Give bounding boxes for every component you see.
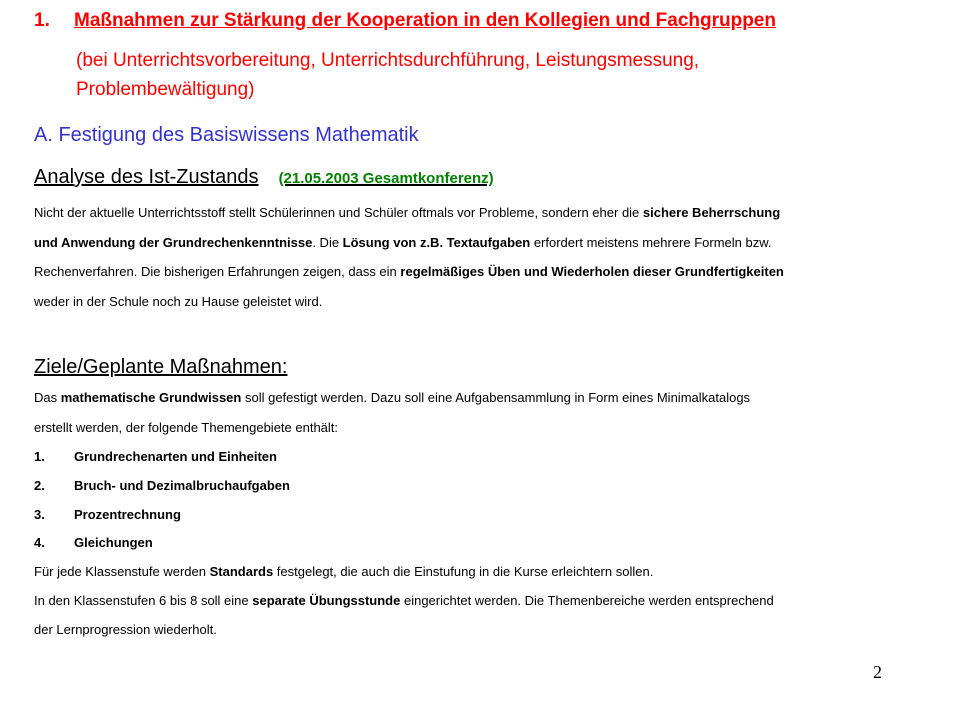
text-run: erfordert meistens mehrere Formeln bzw.	[530, 235, 772, 250]
text-run: soll gefestigt werden. Dazu soll eine Aufgabensammlung in Form eines Minimalkatalogs	[241, 390, 751, 405]
heading-title: Maßnahmen zur Stärkung der Kooperation in den Kollegien und Fachgruppen	[74, 10, 776, 31]
list-label: Bruch- und Dezimalbruchaufgaben	[74, 478, 290, 493]
text-run: Nicht der aktuelle Unterrichtsstoff stellt Schülerinnen und Schüler oftmals vor Probleme, sondern eher die	[34, 205, 643, 220]
bold-run: Lösung von z.B. Textaufgaben	[342, 235, 531, 250]
list-item	[34, 535, 153, 550]
bold-run: mathematische Grundwissen	[60, 390, 242, 405]
text-run: Für jede Klassenstufe werden	[34, 564, 210, 579]
bold-run: Standards	[209, 564, 274, 579]
goals-line-4	[34, 593, 774, 608]
heading-number: 1.	[34, 10, 50, 31]
analysis-line-3	[34, 264, 784, 279]
bold-run: regelmäßiges Üben und Wiederholen dieser Grundfertigkeiten	[400, 264, 784, 279]
text-run: In den Klassenstufen 6 bis 8 soll eine	[34, 593, 253, 608]
goals-line-3	[34, 564, 653, 579]
heading-subtitle-line1: (bei Unterrichtsvorbereitung, Unterrichtsdurchführung, Leistungsmessung,	[76, 50, 700, 71]
text-run: eingerichtet werden. Die Themenbereiche werden entsprechend	[400, 593, 774, 608]
section-a-title: A. Festigung des Basiswissens Mathematik	[34, 124, 419, 146]
goals-title: Ziele/Geplante Maßnahmen:	[34, 356, 288, 378]
list-number: 2.	[34, 478, 45, 493]
list-item	[34, 449, 277, 464]
text-run: . Die	[312, 235, 343, 250]
analysis-note: (21.05.2003 Gesamtkonferenz)	[278, 170, 494, 187]
main-heading	[34, 10, 776, 32]
text-run: Rechenverfahren. Die bisherigen Erfahrungen zeigen, dass ein	[34, 264, 401, 279]
analysis-line-4: weder in der Schule noch zu Hause geleistet wird.	[34, 294, 323, 309]
list-number: 3.	[34, 507, 45, 522]
list-label: Prozentrechnung	[74, 507, 181, 522]
bold-run: separate Übungsstunde	[252, 593, 401, 608]
list-label: Gleichungen	[74, 535, 153, 550]
list-label: Grundrechenarten und Einheiten	[74, 449, 277, 464]
text-run: festgelegt, die auch die Einstufung in die Kurse erleichtern sollen.	[273, 564, 654, 579]
goals-line-1	[34, 390, 750, 405]
page-number: 2	[873, 662, 882, 682]
goals-line-2: erstellt werden, der folgende Themengebiete enthält:	[34, 420, 339, 435]
goals-line-5: der Lernprogression wiederholt.	[34, 622, 217, 637]
text-run: Das	[34, 390, 61, 405]
bold-run: sichere Beherrschung	[642, 205, 781, 220]
list-item	[34, 478, 290, 493]
analysis-title: Analyse des Ist-Zustands	[34, 166, 259, 188]
analysis-heading	[34, 166, 494, 189]
analysis-line-1	[34, 205, 780, 220]
heading-subtitle-line2: Problembewältigung)	[76, 79, 255, 100]
list-number: 4.	[34, 535, 45, 550]
analysis-line-2	[34, 235, 772, 250]
bold-run: und Anwendung der Grundrechenkenntnisse	[34, 235, 313, 250]
list-number: 1.	[34, 449, 45, 464]
list-item	[34, 507, 181, 522]
